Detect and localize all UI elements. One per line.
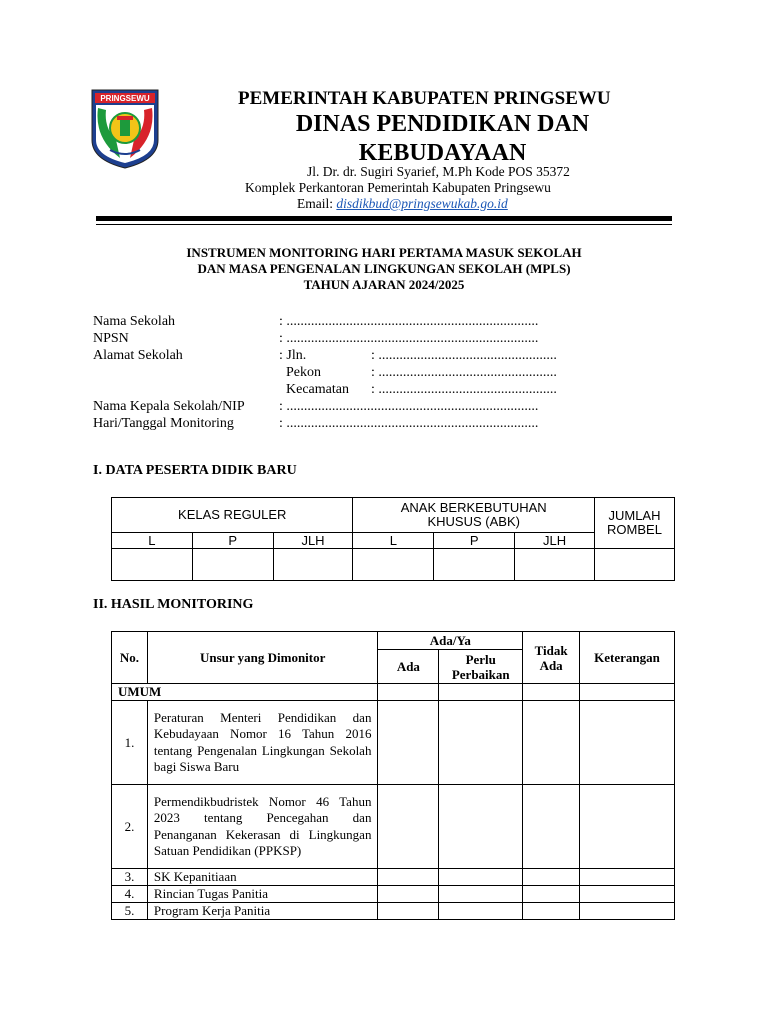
check-cell[interactable] bbox=[378, 869, 439, 886]
check-cell[interactable] bbox=[439, 785, 523, 869]
svg-text:PRINGSEWU: PRINGSEWU bbox=[100, 94, 150, 103]
col-header-unsur: Unsur yang Dimonitor bbox=[147, 632, 378, 684]
check-cell[interactable] bbox=[439, 903, 523, 920]
col-header-keterangan: Keterangan bbox=[580, 632, 675, 684]
field-label: Kecamatan bbox=[286, 382, 349, 397]
field-blank[interactable]: : ................................................... bbox=[371, 365, 557, 380]
check-cell[interactable] bbox=[378, 903, 439, 920]
row-item-text: Permendikbudristek Nomor 46 Tahun 2023 tentang Pencegahan dan Penanganan Kekerasan di Lingkungan Satuan Pendidikan (PPKSP) bbox=[147, 785, 378, 869]
field-blank[interactable]: : ........................................................................ bbox=[279, 314, 539, 329]
table-row bbox=[112, 886, 675, 903]
subheader-cell: L bbox=[112, 533, 193, 549]
row-item-text: Rincian Tugas Panitia bbox=[147, 886, 378, 903]
check-cell[interactable] bbox=[439, 886, 523, 903]
row-item-text: SK Kepanitiaan bbox=[147, 869, 378, 886]
address-line2: Komplek Perkantoran Pemerintah Kabupaten Pringsewu bbox=[245, 180, 551, 195]
check-cell[interactable] bbox=[523, 903, 580, 920]
email-label: Email: bbox=[297, 196, 333, 211]
field-jln-prefix: : Jln. bbox=[279, 348, 307, 363]
subheader-cell: JLH bbox=[515, 533, 595, 549]
subheader-cell: JLH bbox=[273, 533, 353, 549]
check-cell[interactable] bbox=[523, 701, 580, 785]
subheader-cell: P bbox=[192, 533, 273, 549]
check-cell[interactable] bbox=[580, 886, 675, 903]
row-number: 5. bbox=[112, 903, 148, 920]
pringsewu-crest-logo bbox=[90, 88, 160, 170]
email-line bbox=[297, 196, 508, 212]
check-cell[interactable] bbox=[580, 903, 675, 920]
col-header-ada: Ada bbox=[378, 650, 439, 684]
header-jumlah-line1: JUMLAH bbox=[608, 508, 661, 523]
col-header-tidak-line1: Tidak bbox=[534, 642, 568, 658]
email-link[interactable]: disdikbud@pringsewukab.go.id bbox=[336, 196, 508, 211]
monitoring-table bbox=[111, 631, 675, 920]
check-cell[interactable] bbox=[378, 701, 439, 785]
field-label: NPSN bbox=[93, 331, 129, 346]
table-row bbox=[112, 903, 675, 920]
data-cell[interactable] bbox=[515, 549, 595, 581]
check-cell[interactable] bbox=[523, 785, 580, 869]
header-jumlah-rombel bbox=[595, 498, 675, 549]
table-row bbox=[112, 701, 675, 785]
document-title bbox=[96, 245, 672, 293]
col-header-no: No. bbox=[112, 632, 148, 684]
data-cell[interactable] bbox=[595, 549, 675, 581]
data-cell[interactable] bbox=[112, 549, 193, 581]
header-abk-line2: KHUSUS (ABK) bbox=[427, 514, 520, 529]
field-label: Alamat Sekolah bbox=[93, 348, 183, 363]
section1-heading: I. DATA PESERTA DIDIK BARU bbox=[93, 463, 297, 478]
check-cell[interactable] bbox=[580, 684, 675, 701]
header-abk bbox=[353, 498, 595, 533]
section2-heading: II. HASIL MONITORING bbox=[93, 597, 254, 612]
agency-name-line1: DINAS PENDIDIKAN DAN bbox=[295, 111, 590, 137]
check-cell[interactable] bbox=[439, 869, 523, 886]
check-cell[interactable] bbox=[439, 684, 523, 701]
row-number: 3. bbox=[112, 869, 148, 886]
field-blank[interactable]: : ................................................... bbox=[371, 348, 557, 363]
header-kelas-reguler: KELAS REGULER bbox=[112, 498, 353, 533]
title-line3: TAHUN AJARAN 2024/2025 bbox=[303, 277, 465, 292]
group-row-umum: UMUM bbox=[112, 684, 378, 701]
row-item-text: Peraturan Menteri Pendidikan dan Kebudayaan Nomor 16 Tahun 2016 tentang Pengenalan Lingkungan Sekolah bagi Siswa Baru bbox=[147, 701, 378, 785]
field-blank[interactable]: : ........................................................................ bbox=[279, 331, 539, 346]
agency-name bbox=[240, 110, 645, 168]
col-header-ada-ya: Ada/Ya bbox=[378, 632, 523, 650]
check-cell[interactable] bbox=[378, 886, 439, 903]
subheader-cell: P bbox=[434, 533, 515, 549]
check-cell[interactable] bbox=[523, 869, 580, 886]
title-line1: INSTRUMEN MONITORING HARI PERTAMA MASUK SEKOLAH bbox=[186, 245, 582, 260]
address-line1: Jl. Dr. dr. Sugiri Syarief, M.Ph Kode POS 35372 bbox=[307, 164, 570, 179]
header-abk-line1: ANAK BERKEBUTUHAN bbox=[400, 500, 547, 515]
field-label: Pekon bbox=[286, 365, 321, 380]
check-cell[interactable] bbox=[523, 684, 580, 701]
check-cell[interactable] bbox=[580, 869, 675, 886]
table-row bbox=[112, 785, 675, 869]
government-name: PEMERINTAH KABUPATEN PRINGSEWU bbox=[238, 88, 611, 109]
header-divider-thick bbox=[96, 216, 672, 221]
title-line2: DAN MASA PENGENALAN LINGKUNGAN SEKOLAH (MPLS) bbox=[197, 261, 571, 276]
row-number: 2. bbox=[112, 785, 148, 869]
row-number: 4. bbox=[112, 886, 148, 903]
table-row bbox=[112, 869, 675, 886]
header-divider-thin bbox=[96, 224, 672, 225]
field-blank[interactable]: : ........................................................................ bbox=[279, 399, 539, 414]
field-label: Nama Kepala Sekolah/NIP bbox=[93, 399, 245, 414]
field-blank[interactable]: : ................................................... bbox=[371, 382, 557, 397]
check-cell[interactable] bbox=[378, 684, 439, 701]
check-cell[interactable] bbox=[580, 785, 675, 869]
row-number: 1. bbox=[112, 701, 148, 785]
col-header-tidak-ada bbox=[523, 632, 580, 684]
agency-name-line2: KEBUDAYAAN bbox=[358, 140, 527, 166]
field-blank[interactable]: : ........................................................................ bbox=[279, 416, 539, 431]
data-cell[interactable] bbox=[353, 549, 434, 581]
header-jumlah-line2: ROMBEL bbox=[607, 522, 662, 537]
field-label: Hari/Tanggal Monitoring bbox=[93, 416, 234, 431]
check-cell[interactable] bbox=[580, 701, 675, 785]
check-cell[interactable] bbox=[378, 785, 439, 869]
subheader-cell: L bbox=[353, 533, 434, 549]
data-cell[interactable] bbox=[273, 549, 353, 581]
student-data-table bbox=[111, 497, 675, 581]
data-cell[interactable] bbox=[192, 549, 273, 581]
col-header-tidak-line2: Ada bbox=[539, 657, 563, 673]
col-header-perlu-line2: Perbaikan bbox=[451, 666, 510, 682]
col-header-perlu-perbaikan bbox=[439, 650, 523, 684]
check-cell[interactable] bbox=[439, 701, 523, 785]
row-item-text: Program Kerja Panitia bbox=[147, 903, 378, 920]
field-label: Nama Sekolah bbox=[93, 314, 176, 329]
data-cell[interactable] bbox=[434, 549, 515, 581]
col-header-perlu-line1: Perlu bbox=[465, 651, 496, 667]
check-cell[interactable] bbox=[523, 886, 580, 903]
